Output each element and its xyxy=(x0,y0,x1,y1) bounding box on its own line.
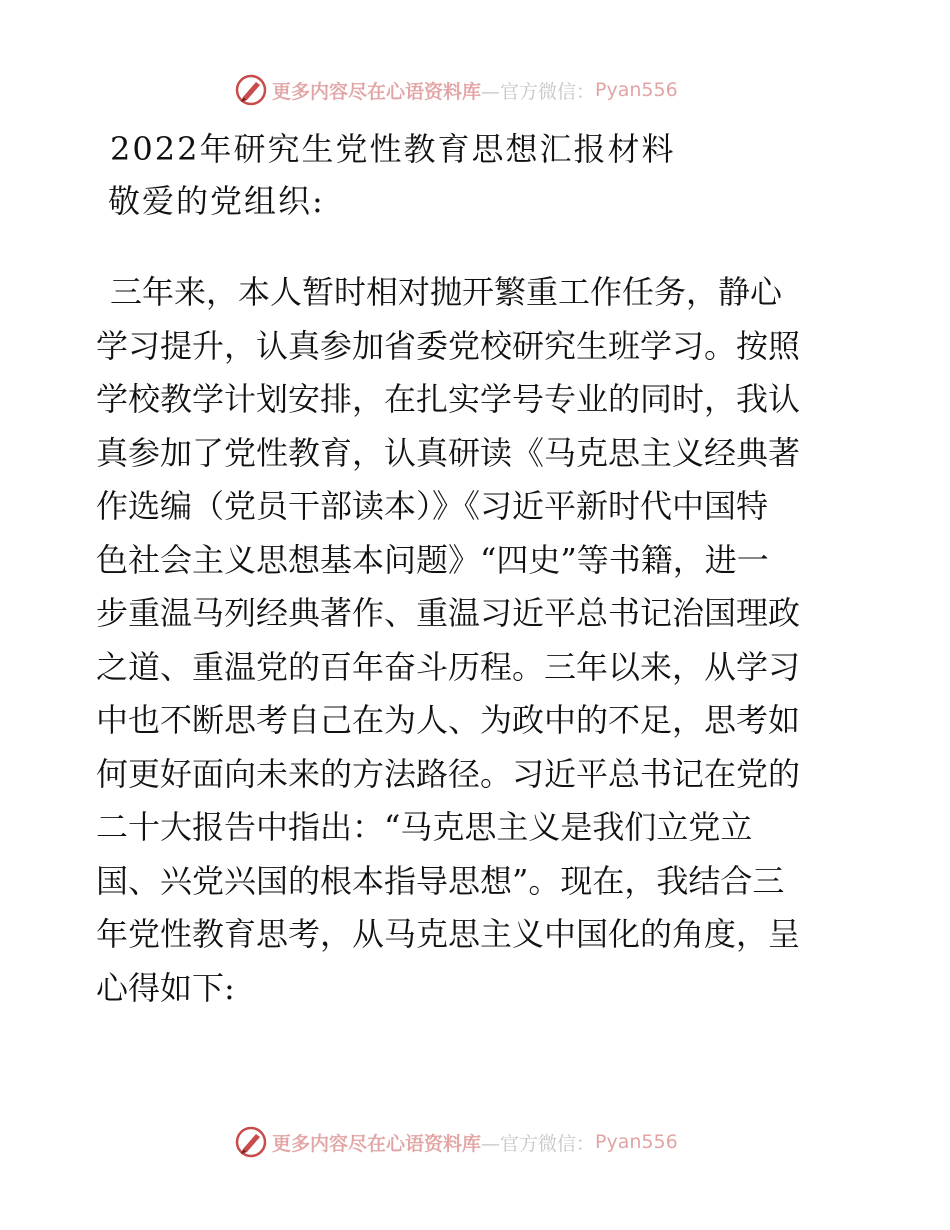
watermark-wechat-id: Pyan556 xyxy=(595,79,678,101)
watermark-footer xyxy=(234,1122,678,1162)
pen-logo-icon xyxy=(234,73,268,107)
watermark-official-label: —官方微信： xyxy=(481,1132,596,1155)
watermark-text: 更多内容尽在心语资料库 xyxy=(272,80,482,103)
paragraph-line: 之道、重温党的百年奋斗历程。三年以来，从学习 xyxy=(96,647,801,686)
paragraph-line: 三年来，本人暂时相对抛开繁重工作任务，静心 xyxy=(110,273,783,311)
paragraph-line: 步重温马列经典著作、重温习近平总书记治国理政 xyxy=(96,594,801,632)
watermark-text: 更多内容尽在心语资料库 xyxy=(272,1132,482,1155)
document-title: 2022年研究生党性教育思想汇报材料 xyxy=(110,130,676,168)
watermark-header xyxy=(234,70,678,110)
pen-logo-icon xyxy=(234,1125,268,1159)
paragraph-line: 心得如下: xyxy=(96,968,235,1007)
watermark-official-label: —官方微信： xyxy=(481,80,596,103)
paragraph-line: 中也不断思考自己在为人、为政中的不足，思考如 xyxy=(96,701,801,739)
paragraph-line: 何更好面向未来的方法路径。习近平总书记在党的 xyxy=(96,754,801,793)
paragraph-line: 学习提升，认真参加省委党校研究生班学习。按照 xyxy=(96,326,801,365)
paragraph-line: 二十大报告中指出：“马克思主义是我们立党立 xyxy=(96,808,753,846)
paragraph-line: 真参加了党性教育，认真研读《马克思主义经典著 xyxy=(96,433,801,472)
paragraph-line: 学校教学计划安排，在扎实学号专业的同时，我认 xyxy=(96,380,801,418)
salutation: 敬爱的党组织: xyxy=(108,182,325,220)
paragraph-line: 年党性教育思考，从马克思主义中国化的角度，呈 xyxy=(96,915,801,953)
body-paragraph xyxy=(96,266,856,1015)
watermark-wechat-id: Pyan556 xyxy=(595,1131,678,1153)
paragraph-line: 色社会主义思想基本问题》“四史”等书籍，进一 xyxy=(96,540,769,579)
paragraph-line: 作选编（党员干部读本）》《习近平新时代中国特 xyxy=(96,487,769,525)
paragraph-line: 国、兴党兴国的根本指导思想”。现在，我结合三 xyxy=(96,861,785,900)
